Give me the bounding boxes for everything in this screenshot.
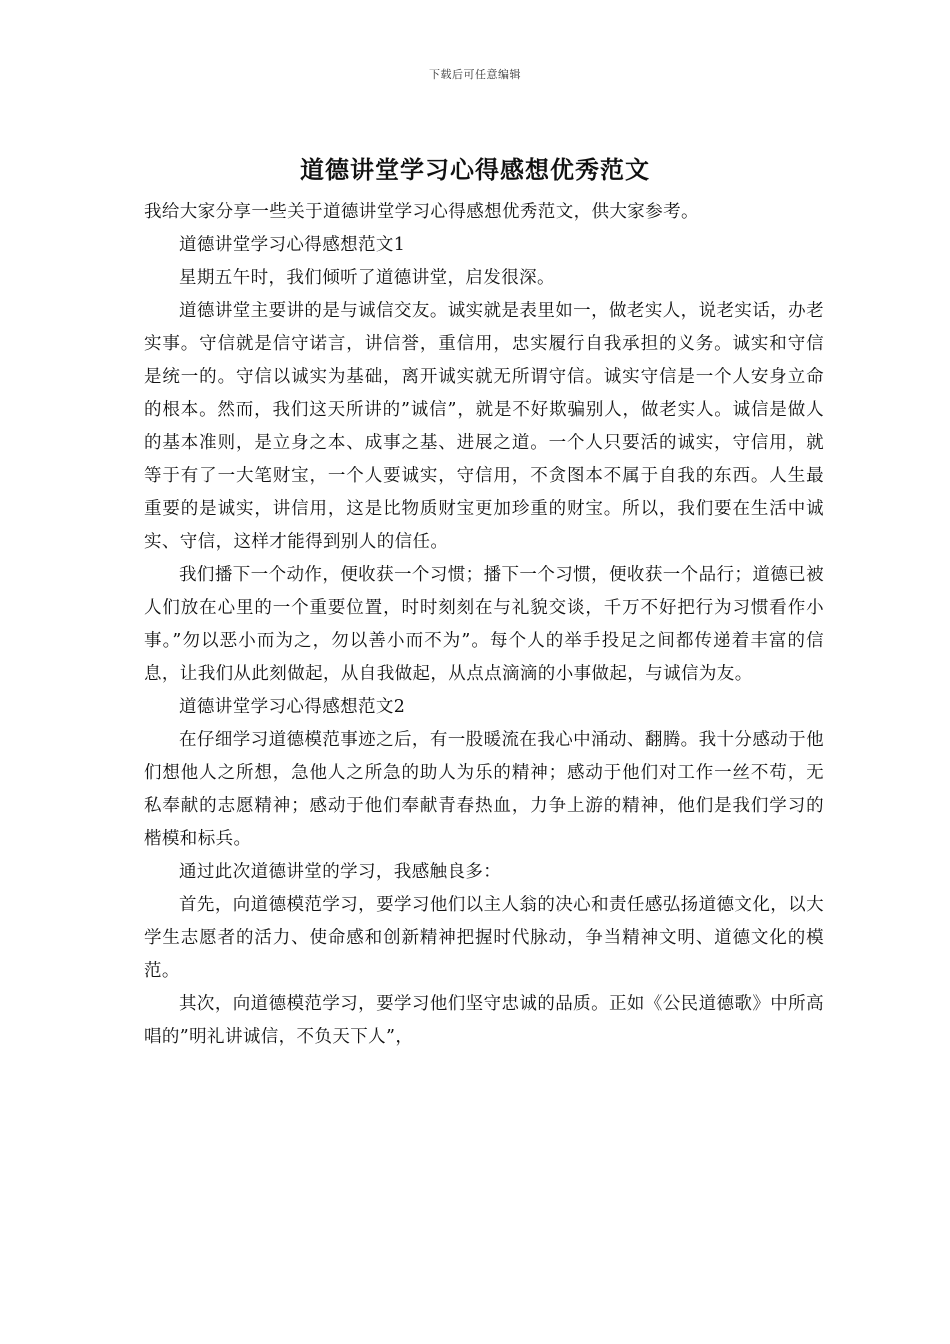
body-paragraph: 其次，向道德模范学习，要学习他们坚守忠诚的品质。正如《公民道德歌》中所高唱的”明礼讲诚信，不负天下人”，	[144, 994, 824, 1047]
body-paragraph: 星期五午时，我们倾听了道德讲堂，启发很深。	[179, 268, 555, 288]
document-title: 道德讲堂学习心得感想优秀范文	[300, 155, 650, 184]
intro-paragraph: 我给大家分享一些关于道德讲堂学习心得感想优秀范文，供大家参考。	[144, 202, 699, 222]
body-paragraph: 首先，向道德模范学习，要学习他们以主人翁的决心和责任感弘扬道德文化，以大学生志愿者的活力、使命感和创新精神把握时代脉动，争当精神文明、道德文化的模范。	[144, 895, 824, 981]
section-heading-2: 道德讲堂学习心得感想范文2	[179, 697, 406, 717]
body-paragraph: 道德讲堂主要讲的是与诚信交友。诚实就是表里如一，做老实人，说老实话，办老实事。守信就是信守诺言，讲信誉，重信用，忠实履行自我承担的义务。诚实和守信是统一的。守信以诚实为基础，离开诚实就无所谓守信。诚实守信是一个人安身立命的根本。然而，我们这天所讲的”诚信”，就是不好欺骗别人，做老实人。诚信是做人的基本准则，是立身之本、成事之基、进展之道。一个人只要活的诚实，守信用，就等于有了一大笔财宝，一个人要诚实，守信用，不贪图本不属于自我的东西。人生最重要的是诚实，讲信用，这是比物质财宝更加珍重的财宝。所以，我们要在生活中诚实、守信，这样才能得到别人的信任。	[144, 301, 824, 552]
section-heading-1: 道德讲堂学习心得感想范文1	[179, 235, 406, 255]
body-paragraph: 通过此次道德讲堂的学习，我感触良多：	[179, 862, 502, 882]
header-note: 下载后可任意编辑	[429, 68, 521, 81]
body-paragraph: 在仔细学习道德模范事迹之后，有一股暖流在我心中涌动、翻腾。我十分感动于他们想他人之所想，急他人之所急的助人为乐的精神；感动于他们对工作一丝不苟，无私奉献的志愿精神；感动于他们奉献青春热血，力争上游的精神，他们是我们学习的楷模和标兵。	[144, 730, 824, 849]
body-paragraph: 我们播下一个动作，便收获一个习惯；播下一个习惯，便收获一个品行；道德已被人们放在心里的一个重要位置，时时刻刻在与礼貌交谈，千万不好把行为习惯看作小事。”勿以恶小而为之，勿以善小而不为”。每个人的举手投足之间都传递着丰富的信息，让我们从此刻做起，从自我做起，从点点滴滴的小事做起，与诚信为友。	[144, 565, 824, 684]
document-body	[144, 196, 824, 1054]
